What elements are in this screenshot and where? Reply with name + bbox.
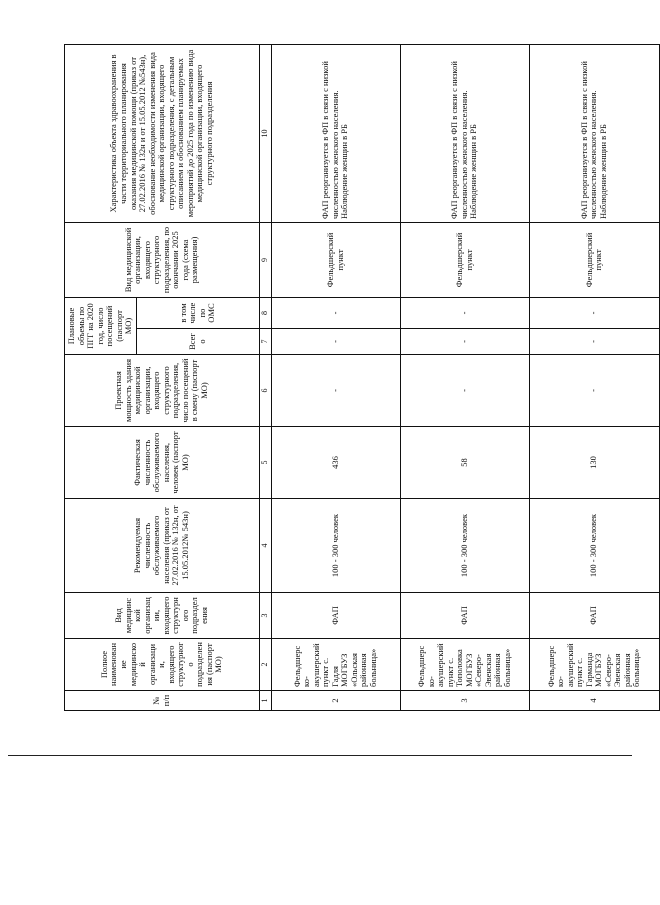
cell-plan-total: - <box>529 329 659 355</box>
column-number: 6 <box>259 355 271 427</box>
cell-name: Фельдшерско-акушерский пункт с. Гарманда МОГБУЗ «Северо-Эвенская районная больница» <box>529 639 659 691</box>
cell-capacity: - <box>271 355 400 427</box>
column-number-row <box>259 44 271 710</box>
table-row <box>529 44 659 710</box>
cell-plan-oms: - <box>529 297 659 328</box>
header-no: № п/п <box>65 691 260 711</box>
page-divider <box>8 755 632 756</box>
header-planned-oms: в том числе по ОМС <box>136 297 259 328</box>
column-number: 4 <box>259 499 271 593</box>
column-number: 2 <box>259 639 271 691</box>
cell-note: ФАП реорганизуется в ФП в связи с низкой численностью женского населения. Наблюдение женщин в РБ <box>400 44 529 222</box>
header-full-name: Полное наименование медицинской организации, входящего структурного подразделения (паспорт МО) <box>65 639 260 691</box>
header-type-2025: Вид медицинской организации, входящего структурного подразделения, по окончании 2025 года (схема размещения) <box>65 222 260 297</box>
cell-no: 4 <box>529 691 659 711</box>
cell-type: ФАП <box>529 593 659 639</box>
column-number: 1 <box>259 691 271 711</box>
cell-recommended: 100 - 300 человек <box>271 499 400 593</box>
cell-name: Фельдшерско-акушерский пункт с. Тополовка МОГБУЗ «Северо-Эвенская районная больница» <box>400 639 529 691</box>
column-number: 8 <box>259 297 271 328</box>
table-row <box>271 44 400 710</box>
column-number: 10 <box>259 44 271 222</box>
column-number: 9 <box>259 222 271 297</box>
column-number: 7 <box>259 329 271 355</box>
cell-capacity: - <box>529 355 659 427</box>
rotated-table-container <box>64 45 642 711</box>
cell-type: ФАП <box>400 593 529 639</box>
header-row-1 <box>65 44 137 710</box>
cell-no: 3 <box>400 691 529 711</box>
header-planned-total: Всего <box>136 329 259 355</box>
cell-plan-total: - <box>271 329 400 355</box>
header-recommended-population: Рекомендуемая численность обслуживаемого населения (приказ от 27.02.2016 № 132н, от 15.05.2012№ 543н) <box>65 499 260 593</box>
cell-actual: 58 <box>400 427 529 499</box>
cell-actual: 436 <box>271 427 400 499</box>
cell-plan-total: - <box>400 329 529 355</box>
cell-plan-oms: - <box>400 297 529 328</box>
header-type: Вид медицинской организации, входящего структурного подразделения <box>65 593 260 639</box>
cell-recommended: 100 - 300 человек <box>400 499 529 593</box>
cell-note: ФАП реорганизуется в ФП в связи с низкой численностью женского населения. Наблюдение женщин в РБ <box>529 44 659 222</box>
table-row <box>400 44 529 710</box>
cell-capacity: - <box>400 355 529 427</box>
cell-note: ФАП реорганизуется в ФП в связи с низкой численностью женского населения. Наблюдение женщин в РБ <box>271 44 400 222</box>
cell-type-2025: Фельдшерский пункт <box>271 222 400 297</box>
cell-type: ФАП <box>271 593 400 639</box>
column-number: 3 <box>259 593 271 639</box>
header-actual-population: Фактическая численность обслуживаемого населения, человек (паспорт МО) <box>65 427 260 499</box>
facility-table <box>64 44 660 711</box>
cell-name: Фельдшерско-акушерский пункт с. Гадля МОГБУЗ «Ольская районная больница» <box>271 639 400 691</box>
cell-type-2025: Фельдшерский пункт <box>529 222 659 297</box>
header-planned-volumes: Плановые объемы по ПГГ на 2020 год, число посещений (паспорт МО) <box>65 297 137 354</box>
column-number: 5 <box>259 427 271 499</box>
cell-no: 2 <box>271 691 400 711</box>
cell-type-2025: Фельдшерский пункт <box>400 222 529 297</box>
cell-plan-oms: - <box>271 297 400 328</box>
cell-actual: 130 <box>529 427 659 499</box>
header-design-capacity: Проектная мощность здания медицинской организации, входящего структурного подразделения, число посещений в смену (паспорт МО) <box>65 355 260 427</box>
header-characteristic: Характеристика объекта здравоохранения в части территориального планирования оказания медицинской помощи (приказ от 27.02.2016 № 132н и от 15.05.2012 №543н), обоснование необходимости изменения вида медицинской организации, входящего структурного подразделения, с детальным описанием и обоснованием планируемых мероприятий до 2025 года по изменению вида медицинской организации, входящего структурного подразделения <box>65 44 260 222</box>
cell-recommended: 100 - 300 человек <box>529 499 659 593</box>
